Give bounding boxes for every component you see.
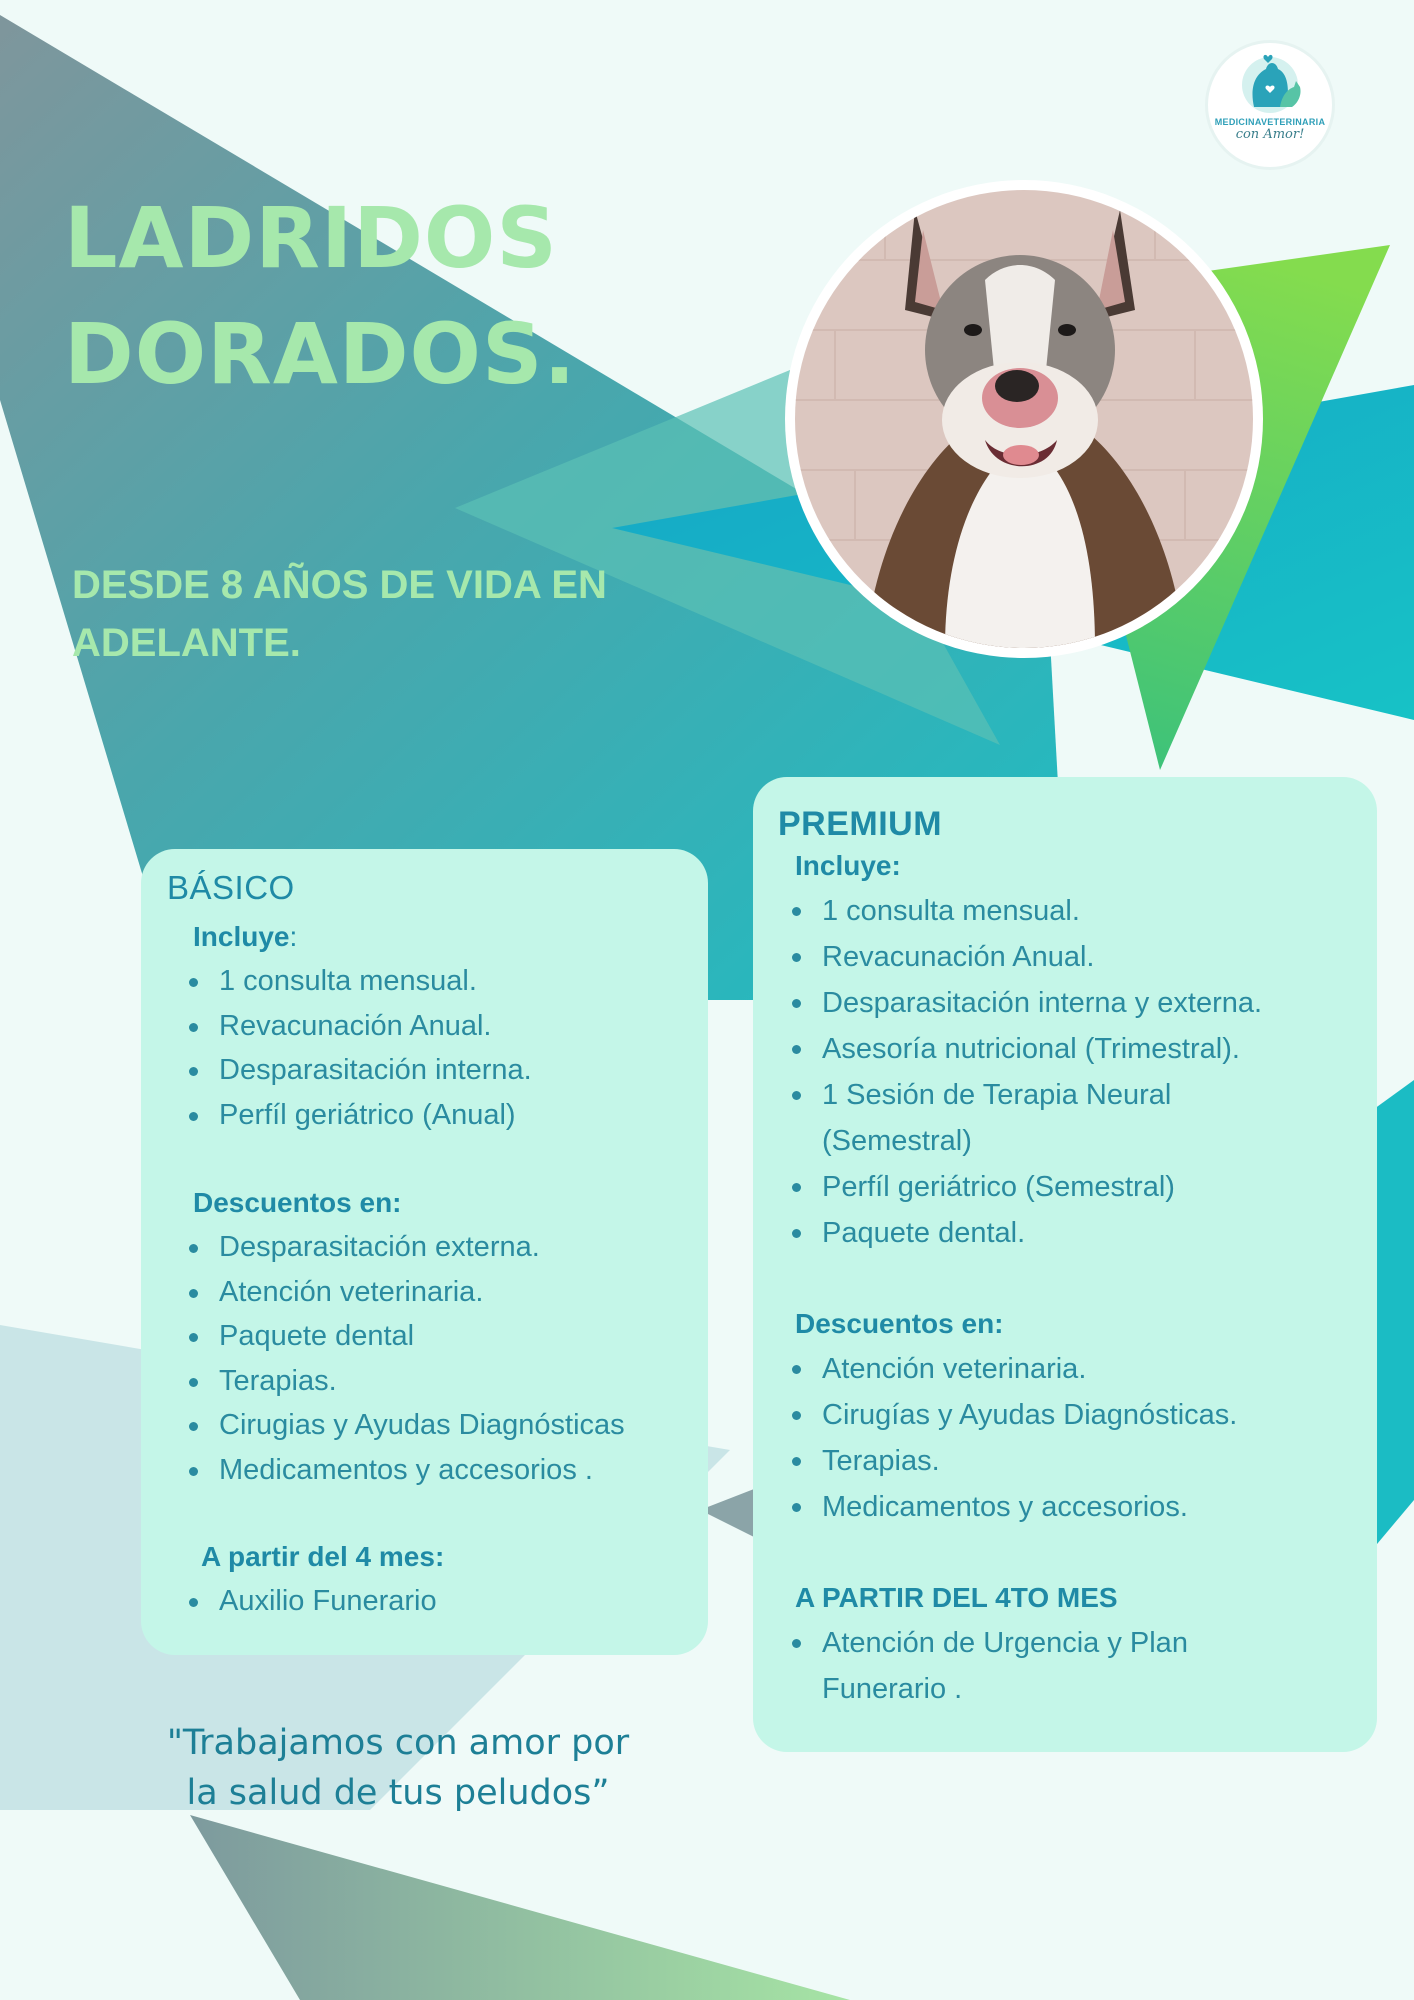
quote-line-1: "Trabajamos con amor por	[166, 1723, 630, 1763]
list-item: Revacunación Anual.	[185, 1004, 688, 1049]
list-item: Cirugias y Ayudas Diagnósticas	[185, 1403, 688, 1448]
dog-photo	[795, 190, 1253, 648]
premium-from-line2: Funerario .	[822, 1673, 963, 1705]
basic-includes-colon: :	[289, 921, 298, 952]
premium-includes-heading: Incluye:	[795, 850, 901, 881]
premium-discounts-list	[788, 1346, 1357, 1530]
list-item: Medicamentos y accesorios .	[185, 1448, 688, 1493]
dog-photo-frame	[785, 180, 1263, 658]
slogan-quote	[128, 1718, 668, 1818]
basic-plan-title: BÁSICO	[167, 869, 295, 906]
basic-from-list	[185, 1579, 688, 1624]
list-item: Paquete dental	[185, 1314, 688, 1359]
list-item: Cirugías y Ayudas Diagnósticas.	[788, 1392, 1357, 1438]
list-item: Medicamentos y accesorios.	[788, 1484, 1357, 1530]
list-item	[788, 1620, 1357, 1712]
list-item: Terapias.	[185, 1359, 688, 1404]
list-item: Revacunación Anual.	[788, 934, 1357, 980]
pet-logo-icon	[1230, 51, 1310, 115]
page-subtitle: DESDE 8 AÑOS DE VIDA EN ADELANTE.	[72, 563, 607, 665]
list-item: Desparasitación interna y externa.	[788, 980, 1357, 1026]
list-item: Desparasitación externa.	[185, 1225, 688, 1270]
neural-therapy-line1: 1 Sesión de Terapia Neural	[822, 1079, 1172, 1111]
basic-includes-list	[185, 959, 688, 1137]
basic-discounts-list	[185, 1225, 688, 1492]
list-item: 1 consulta mensual.	[185, 959, 688, 1004]
basic-plan-card	[141, 849, 708, 1655]
list-item: Atención veterinaria.	[185, 1270, 688, 1315]
logo-badge	[1205, 40, 1335, 170]
list-item: Asesoría nutricional (Trimestral).	[788, 1026, 1357, 1072]
list-item: Desparasitación interna.	[185, 1048, 688, 1093]
neural-therapy-line2: (Semestral)	[822, 1125, 972, 1157]
page-title	[64, 180, 576, 412]
basic-discounts-heading: Descuentos en:	[193, 1187, 402, 1218]
title-line-1: LADRIDOS	[64, 189, 558, 287]
list-item: Perfíl geriátrico (Anual)	[185, 1093, 688, 1138]
quote-line-2: la salud de tus peludos”	[186, 1773, 610, 1813]
premium-plan-title: PREMIUM	[778, 805, 943, 843]
premium-from-list	[788, 1620, 1357, 1712]
list-item: 1 consulta mensual.	[788, 888, 1357, 934]
bg-bottom-triangle	[190, 1815, 850, 2000]
title-line-2: DORADOS.	[64, 305, 577, 403]
logo-text-line2: con Amor!	[1235, 127, 1305, 142]
basic-includes-heading	[193, 915, 688, 959]
premium-from-line1: Atención de Urgencia y Plan	[822, 1627, 1188, 1659]
basic-from-heading: A partir del 4 mes:	[201, 1541, 445, 1572]
list-item: Auxilio Funerario	[185, 1579, 688, 1624]
logo-text-line1: MEDICINAVETERINARIA	[1214, 117, 1326, 127]
list-item: Terapias.	[788, 1438, 1357, 1484]
premium-includes-list	[788, 888, 1357, 1256]
premium-discounts-heading: Descuentos en:	[795, 1308, 1004, 1339]
list-item: Atención veterinaria.	[788, 1346, 1357, 1392]
list-item: Perfíl geriátrico (Semestral)	[788, 1164, 1357, 1210]
list-item	[788, 1072, 1357, 1164]
premium-from-heading: A PARTIR DEL 4TO MES	[795, 1582, 1118, 1613]
basic-includes-label: Incluye	[193, 921, 290, 952]
premium-plan-card	[753, 777, 1377, 1752]
list-item: Paquete dental.	[788, 1210, 1357, 1256]
